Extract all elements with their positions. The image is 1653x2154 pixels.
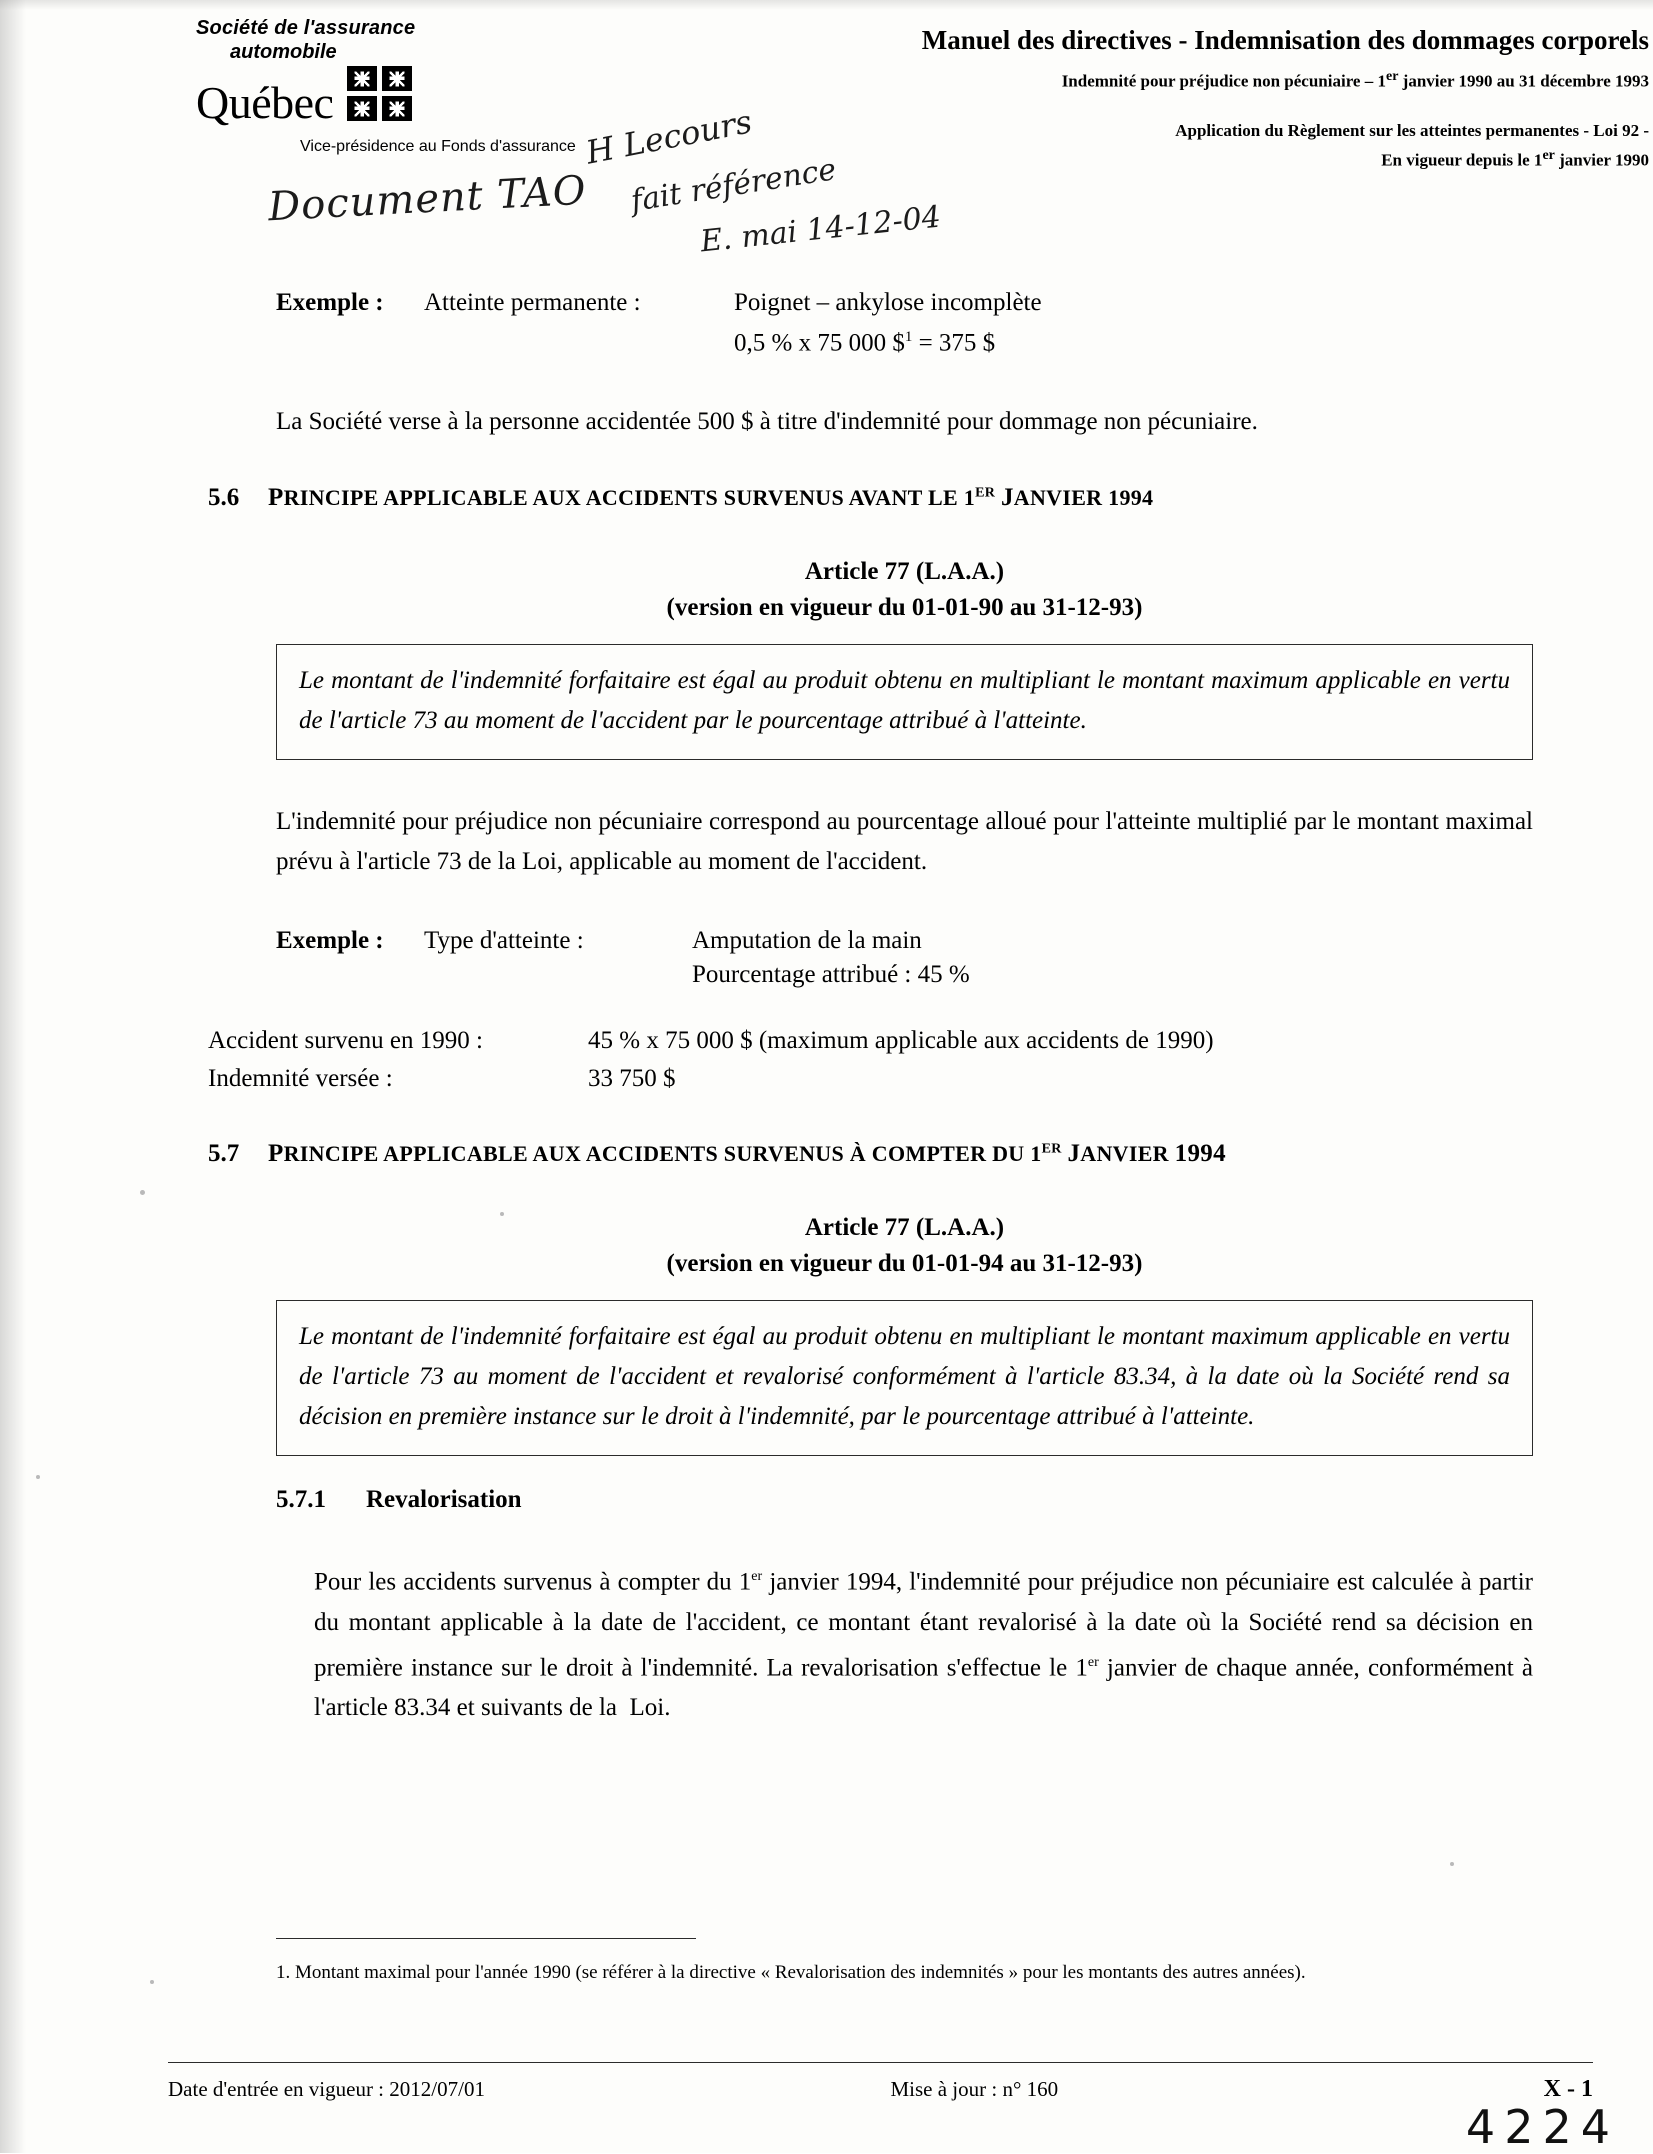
calc-value: 45 % x 75 000 $ (maximum applicable aux accidents de 1990)	[588, 1027, 1214, 1055]
application-line-2: En vigueur depuis le 1er janvier 1990	[1381, 147, 1649, 170]
calc-label: Accident survenu en 1990 :	[208, 1027, 483, 1055]
document-body	[208, 286, 1533, 1753]
scan-speck	[140, 1190, 145, 1195]
footer-update: Mise à jour : n° 160	[890, 2077, 1059, 2101]
quebec-wordmark: Québec	[196, 77, 334, 128]
paragraph-societe-verse: La Société verse à la personne accidentée 500 $ à titre d'indemnité pour dommage non pécuniaire.	[276, 408, 1258, 436]
example-label: Exemple :	[276, 927, 384, 955]
scan-edge-shadow	[0, 0, 26, 2153]
document-stamp-number: 4224	[1465, 2100, 1619, 2154]
paragraph-indemnite-correspond: L'indemnité pour préjudice non pécuniaire correspond au pourcentage alloué pour l'atteinte multiplié par le montant maximal prévu à l'article 73 de la Loi, applicable au moment de l'accident.	[276, 808, 1533, 876]
footer-effective-date: Date d'entrée en vigueur : 2012/07/01	[168, 2077, 485, 2101]
section-heading-5-7-1	[276, 1486, 1533, 1514]
scan-speck	[36, 1475, 40, 1479]
section-number: 5.7	[208, 1140, 240, 1168]
article-77-title-b	[276, 1210, 1533, 1282]
article-77-quote-a: Le montant de l'indemnité forfaitaire est égal au produit obtenu en multipliant le montant maximum applicable en vertu de l'article 73 au moment de l'accident par le pourcentage attribué à l'atteinte.	[276, 644, 1533, 760]
handwritten-note-3: fait référence	[628, 152, 839, 219]
logo-line-2: automobile	[230, 41, 337, 63]
calc-row	[208, 1060, 1533, 1098]
article-77-line-1: Article 77 (L.A.A.)	[804, 558, 1005, 586]
quebec-fleur-de-lys-icon	[347, 66, 412, 121]
scan-speck	[1450, 1862, 1454, 1866]
example-block-1	[276, 286, 1533, 360]
handwritten-note-2: H Lecours	[582, 102, 755, 172]
article-77-quote-b: Le montant de l'indemnité forfaitaire est égal au produit obtenu en multipliant le montant maximum applicable en vertu de l'article 73 au moment de l'accident et revalorisé conformément à l'article 83.34, à la date où la Société rend sa décision en première instance sur le droit à l'indemnité, par le pourcentage attribué à l'atteinte.	[276, 1300, 1533, 1456]
example-block-2	[276, 924, 1533, 992]
manual-title: Manuel des directives - Indemnisation des dommages corporels	[921, 25, 1649, 55]
manual-subtitle: Indemnité pour préjudice non pécuniaire – 1er janvier 1990 au 31 décembre 1993	[1061, 69, 1649, 91]
logo-line-1: Société de l'assurance	[196, 17, 416, 39]
footer-page-number: X - 1	[1543, 2076, 1593, 2102]
calc-row	[208, 1022, 1533, 1060]
handwritten-note-4: E. mai 14-12-04	[698, 199, 943, 260]
section-title: PRINCIPE APPLICABLE AUX ACCIDENTS SURVENUS À COMPTER DU 1ER JANVIER 1994	[268, 1140, 1226, 1168]
article-77-line-1: Article 77 (L.A.A.)	[804, 1214, 1005, 1242]
footer-separator	[168, 2062, 1593, 2063]
calc-value: 33 750 $	[588, 1065, 676, 1093]
article-77-version-a: (version en vigueur du 01-01-90 au 31-12-93)	[666, 594, 1143, 622]
section-title: Revalorisation	[366, 1486, 522, 1514]
footnote-separator	[276, 1938, 696, 1939]
section-title: PRINCIPE APPLICABLE AUX ACCIDENTS SURVENUS AVANT LE 1ER JANVIER 1994	[268, 484, 1154, 512]
page-footer	[168, 2076, 1593, 2103]
section-number: 5.7.1	[276, 1486, 326, 1514]
article-77-version-b: (version en vigueur du 01-01-94 au 31-12-93)	[666, 1250, 1143, 1278]
example-value-line-1: Amputation de la main	[692, 927, 922, 955]
page-header	[0, 0, 1653, 260]
example-value-line-2: Pourcentage attribué : 45 %	[692, 961, 970, 989]
footnote-text: 1. Montant maximal pour l'année 1990 (se référer à la directive « Revalorisation des indemnités » pour les montants des autres années).	[276, 1962, 1306, 1983]
example-value-line-2: 0,5 % x 75 000 \$$^1$ = 375 $	[734, 329, 996, 357]
manual-header-right	[769, 24, 1653, 171]
section-heading-5-7	[208, 1140, 1533, 1168]
example-values	[692, 924, 1533, 992]
example-subject: Atteinte permanente :	[424, 289, 641, 316]
article-77-title-a	[276, 554, 1533, 626]
paragraph-revalorisation: Pour les accidents survenus à compter du 1er janvier 1994, l'indemnité pour préjudice non pécuniaire est calculée à partir du montant applicable à la date de l'accident, ce montant étant revalorisé à la date où la Société rend sa décision en première instance sur le droit à l'indemnité. La revalorisation s'effectue le 1er janvier de chaque année, conformément à l'article 83.34 et suivants de la Loi.	[314, 1568, 1533, 1721]
example-label: Exemple :	[276, 289, 384, 316]
saaq-logo	[196, 16, 596, 127]
scan-speck	[150, 1980, 154, 1984]
section-heading-5-6	[208, 484, 1533, 512]
section-number: 5.6	[208, 484, 240, 512]
application-line-1: Application du Règlement sur les atteintes permanentes - Loi 92 -	[1175, 120, 1649, 140]
example-value-line-1: Poignet – ankylose incomplète	[734, 289, 1042, 316]
calc-label: Indemnité versée :	[208, 1065, 393, 1093]
example-subject: Type d'atteinte :	[424, 927, 584, 955]
vice-presidence-label: Vice-présidence au Fonds d'assurance	[300, 138, 576, 155]
handwritten-note-1: Document TAO	[267, 167, 588, 231]
example-values	[734, 286, 1533, 360]
